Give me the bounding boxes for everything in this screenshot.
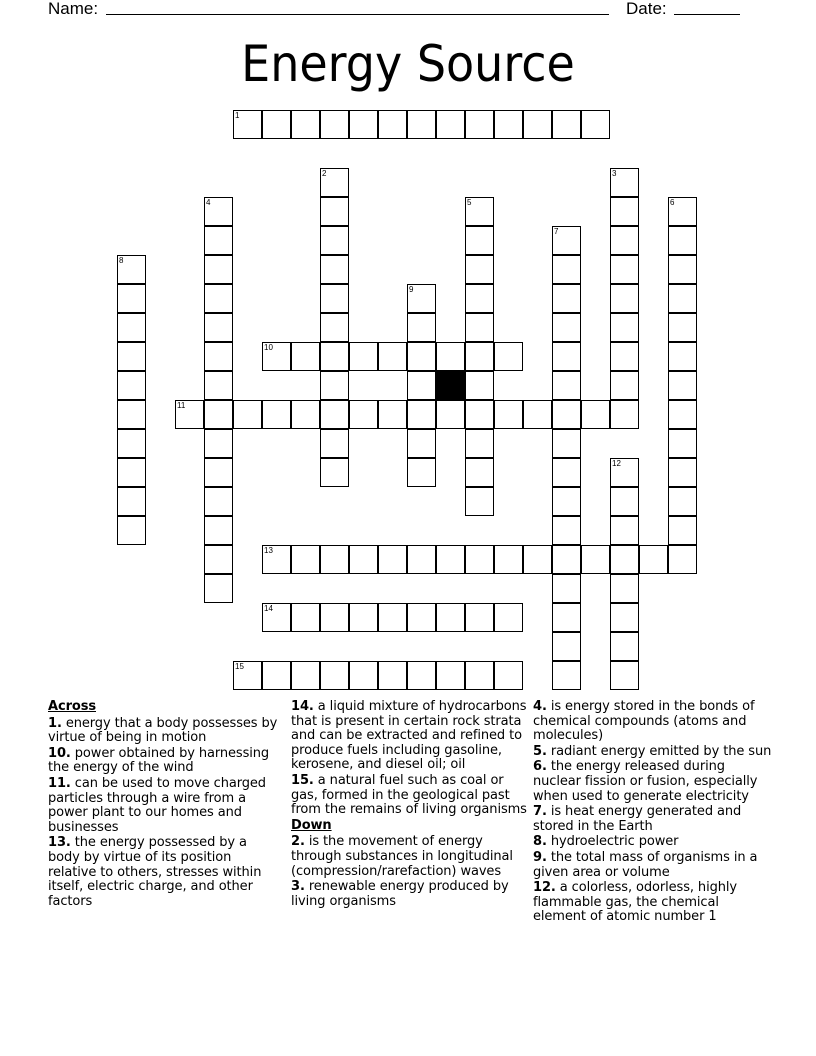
grid-cell[interactable] — [668, 197, 697, 226]
grid-cell[interactable] — [117, 371, 146, 400]
clue-number: 8. — [533, 834, 547, 850]
grid-cell[interactable] — [465, 197, 494, 226]
grid-cell[interactable] — [204, 429, 233, 458]
grid-cell[interactable] — [494, 603, 523, 632]
grid-cell[interactable] — [668, 342, 697, 371]
cell-number: 4 — [206, 198, 211, 207]
grid-cell[interactable] — [320, 168, 349, 197]
grid-cell[interactable] — [552, 371, 581, 400]
grid-cell[interactable] — [349, 545, 378, 574]
grid-cell[interactable] — [668, 284, 697, 313]
grid-cell[interactable] — [610, 545, 639, 574]
grid-cell[interactable] — [610, 168, 639, 197]
grid-cell[interactable] — [407, 313, 436, 342]
cell-number: 3 — [612, 169, 617, 178]
grid-cell[interactable] — [291, 545, 320, 574]
grid-cell[interactable] — [494, 661, 523, 690]
grid-cell[interactable] — [349, 400, 378, 429]
grid-cell[interactable] — [175, 400, 204, 429]
grid-cell[interactable] — [436, 110, 465, 139]
grid-cell[interactable] — [320, 197, 349, 226]
clue-down-2 — [291, 835, 527, 879]
clue-down-6 — [533, 760, 773, 804]
grid-cell[interactable] — [204, 516, 233, 545]
grid-cell[interactable] — [610, 458, 639, 487]
grid-cell[interactable] — [233, 110, 262, 139]
clue-down-7 — [533, 805, 773, 834]
grid-cell[interactable] — [465, 661, 494, 690]
grid-cell[interactable] — [436, 545, 465, 574]
grid-cell[interactable] — [610, 603, 639, 632]
grid-cell[interactable] — [117, 255, 146, 284]
clue-number: 1. — [48, 715, 62, 731]
grid-cell[interactable] — [668, 255, 697, 284]
grid-cell[interactable] — [204, 255, 233, 284]
grid-cell[interactable] — [117, 458, 146, 487]
grid-cell[interactable] — [262, 603, 291, 632]
grid-cell[interactable] — [320, 458, 349, 487]
clue-number: 10. — [48, 745, 71, 761]
clue-number: 15. — [291, 772, 314, 788]
grid-cell[interactable] — [552, 458, 581, 487]
grid-cell[interactable] — [320, 255, 349, 284]
clue-number: 12. — [533, 880, 556, 896]
grid-cell[interactable] — [204, 226, 233, 255]
grid-cell[interactable] — [378, 661, 407, 690]
grid-cell[interactable] — [320, 342, 349, 371]
grid-cell[interactable] — [610, 284, 639, 313]
grid-cell[interactable] — [465, 400, 494, 429]
grid-cell[interactable] — [204, 545, 233, 574]
grid-cell[interactable] — [436, 342, 465, 371]
grid-cell[interactable] — [349, 661, 378, 690]
grid-cell[interactable] — [610, 661, 639, 690]
cell-number: 8 — [119, 256, 124, 265]
grid-cell[interactable] — [668, 545, 697, 574]
grid-cell[interactable] — [523, 545, 552, 574]
cell-number: 9 — [409, 285, 414, 294]
cell-number: 5 — [467, 198, 472, 207]
grid-cell[interactable] — [465, 458, 494, 487]
grid-cell[interactable] — [117, 284, 146, 313]
clue-number: 6. — [533, 759, 547, 775]
clue-text: a liquid mixture of hydrocarbons that is present in certain rock strata and can be extracted and refined to produce fuels including gasoline, kerosene, and diesel oil; oil — [291, 699, 527, 773]
grid-cell[interactable] — [552, 110, 581, 139]
grid-cell[interactable] — [378, 400, 407, 429]
grid-cell[interactable] — [349, 110, 378, 139]
clue-number: 11. — [48, 775, 71, 791]
across-heading: Across — [48, 699, 96, 714]
grid-cell[interactable] — [320, 400, 349, 429]
grid-cell[interactable] — [204, 284, 233, 313]
grid-cell[interactable] — [465, 487, 494, 516]
grid-cell[interactable] — [204, 342, 233, 371]
clue-text: is heat energy generated and stored in the Earth — [533, 804, 742, 834]
grid-cell[interactable] — [320, 226, 349, 255]
clue-down-4 — [533, 700, 773, 744]
grid-cell[interactable] — [610, 371, 639, 400]
grid-cell[interactable] — [523, 400, 552, 429]
clue-text: the energy possessed by a body by virtue of its position relative to others, stresses within itself, electric charge, and other factors — [48, 835, 262, 909]
grid-cell[interactable] — [117, 400, 146, 429]
grid-cell[interactable] — [117, 487, 146, 516]
grid-cell[interactable] — [291, 661, 320, 690]
grid-cell[interactable] — [407, 458, 436, 487]
cell-number: 15 — [235, 662, 244, 671]
clue-number: 4. — [533, 699, 547, 714]
grid-cell[interactable] — [407, 429, 436, 458]
grid-cell[interactable] — [668, 400, 697, 429]
clues-column-3 — [533, 700, 773, 926]
clue-text: hydroelectric power — [550, 834, 679, 850]
grid-cell[interactable] — [262, 661, 291, 690]
clue-text: can be used to move charged particles through a wire from a power plant to our homes and businesses — [48, 775, 266, 835]
grid-cell[interactable] — [552, 226, 581, 255]
clue-across-10 — [48, 747, 280, 776]
grid-cell[interactable] — [407, 400, 436, 429]
grid-cell[interactable] — [552, 603, 581, 632]
grid-cell[interactable] — [552, 487, 581, 516]
clue-text: is the movement of energy through substances in longitudinal (compression/rarefaction) waves — [291, 834, 513, 879]
grid-cell[interactable] — [610, 574, 639, 603]
grid-cell[interactable] — [204, 197, 233, 226]
grid-cell[interactable] — [117, 313, 146, 342]
grid-cell[interactable] — [320, 371, 349, 400]
grid-cell[interactable] — [407, 284, 436, 313]
clue-text: the total mass of organisms in a given area or volume — [533, 849, 758, 880]
grid-cell[interactable] — [465, 545, 494, 574]
grid-cell[interactable] — [262, 545, 291, 574]
grid-cell[interactable] — [610, 255, 639, 284]
cell-number: 6 — [670, 198, 675, 207]
grid-cell[interactable] — [494, 545, 523, 574]
clue-number: 5. — [533, 743, 547, 759]
grid-cell[interactable] — [552, 255, 581, 284]
grid-cell[interactable] — [610, 226, 639, 255]
grid-cell[interactable] — [204, 574, 233, 603]
clue-number: 9. — [533, 849, 547, 865]
cell-number: 7 — [554, 227, 559, 236]
grid-cell[interactable] — [204, 487, 233, 516]
grid-cell[interactable] — [291, 400, 320, 429]
grid-cell[interactable] — [552, 313, 581, 342]
grid-cell[interactable] — [639, 545, 668, 574]
clue-text: a natural fuel such as coal or gas, formed in the geological past from the remains of living organisms — [291, 772, 527, 818]
clue-across-1 — [48, 717, 280, 746]
grid-cell[interactable] — [552, 574, 581, 603]
grid-cell[interactable] — [407, 110, 436, 139]
grid-cell[interactable] — [465, 255, 494, 284]
grid-cell[interactable] — [610, 516, 639, 545]
grid-cell[interactable] — [552, 400, 581, 429]
cell-number: 2 — [322, 169, 327, 178]
grid-cell[interactable] — [378, 545, 407, 574]
clue-text: the energy released during nuclear fission or fusion, especially when used to generate electricity — [533, 759, 758, 804]
clue-down-3 — [291, 880, 527, 909]
grid-cell[interactable] — [436, 661, 465, 690]
grid-cell[interactable] — [465, 284, 494, 313]
cell-number: 12 — [612, 459, 621, 468]
grid-cell[interactable] — [204, 400, 233, 429]
grid-cell[interactable] — [465, 313, 494, 342]
grid-cell[interactable] — [552, 342, 581, 371]
grid-cell[interactable] — [465, 110, 494, 139]
grid-cell[interactable] — [668, 458, 697, 487]
grid-cell[interactable] — [378, 603, 407, 632]
clue-number: 13. — [48, 835, 71, 851]
grid-cell[interactable] — [552, 632, 581, 661]
cell-number: 13 — [264, 546, 273, 555]
grid-cell[interactable] — [552, 661, 581, 690]
clue-across-14 — [291, 700, 527, 773]
grid-cell[interactable] — [668, 516, 697, 545]
grid-cell[interactable] — [465, 226, 494, 255]
clue-text: is energy stored in the bonds of chemical compounds (atoms and molecules) — [533, 699, 755, 744]
grid-cell[interactable] — [610, 487, 639, 516]
grid-cell[interactable] — [117, 342, 146, 371]
grid-cell[interactable] — [668, 226, 697, 255]
grid-cell[interactable] — [320, 313, 349, 342]
grid-cell[interactable] — [494, 400, 523, 429]
clue-text: energy that a body possesses by virtue of being in motion — [48, 715, 278, 746]
puzzle-title: Energy Source — [241, 35, 575, 93]
grid-cell[interactable] — [610, 197, 639, 226]
grid-cell[interactable] — [349, 603, 378, 632]
cell-number: 1 — [235, 111, 240, 120]
grid-cell[interactable] — [320, 284, 349, 313]
grid-cell[interactable] — [233, 661, 262, 690]
grid-cell[interactable] — [320, 603, 349, 632]
clues-column-1 — [48, 700, 280, 910]
grid-cell[interactable] — [378, 342, 407, 371]
grid-cell[interactable] — [233, 400, 262, 429]
grid-cell[interactable] — [581, 545, 610, 574]
grid-cell[interactable] — [407, 661, 436, 690]
grid-cell[interactable] — [552, 284, 581, 313]
clue-across-15 — [291, 774, 527, 818]
grid-cell[interactable] — [262, 400, 291, 429]
name-label: Name: — [48, 0, 99, 18]
grid-cell[interactable] — [668, 487, 697, 516]
clue-text: radiant energy emitted by the sun — [550, 743, 772, 759]
clue-down-8 — [533, 835, 773, 850]
grid-cell[interactable] — [610, 400, 639, 429]
down-heading: Down — [291, 817, 332, 833]
date-label: Date: — [626, 0, 667, 18]
grid-cell[interactable] — [494, 110, 523, 139]
grid-cell[interactable] — [610, 342, 639, 371]
grid-cell[interactable] — [465, 603, 494, 632]
clue-down-12 — [533, 881, 773, 925]
grid-cell[interactable] — [291, 110, 320, 139]
grid-cell[interactable] — [204, 313, 233, 342]
grid-cell[interactable] — [552, 545, 581, 574]
grid-cell[interactable] — [668, 429, 697, 458]
clue-number: 14. — [291, 699, 314, 714]
clue-down-9 — [533, 851, 773, 880]
clue-number: 2. — [291, 834, 305, 850]
grid-cell[interactable] — [465, 371, 494, 400]
grid-cell[interactable] — [465, 342, 494, 371]
clue-text: power obtained by harnessing the energy of the wind — [48, 745, 270, 776]
grid-cell[interactable] — [291, 342, 320, 371]
grid-cell[interactable] — [262, 342, 291, 371]
grid-cell[interactable] — [262, 110, 291, 139]
grid-cell[interactable] — [610, 632, 639, 661]
grid-cell[interactable] — [407, 371, 436, 400]
clues-column-2 — [291, 700, 527, 910]
grid-cell[interactable] — [668, 313, 697, 342]
clue-number: 7. — [533, 804, 547, 820]
grid-cell[interactable] — [581, 110, 610, 139]
clue-down-5 — [533, 745, 773, 760]
grid-cell[interactable] — [523, 110, 552, 139]
grid-cell[interactable] — [378, 110, 407, 139]
grid-cell[interactable] — [407, 342, 436, 371]
cell-number: 14 — [264, 604, 273, 613]
grid-cell[interactable] — [552, 429, 581, 458]
grid-cell[interactable] — [320, 110, 349, 139]
grid-cell[interactable] — [320, 429, 349, 458]
grid-cell[interactable] — [407, 545, 436, 574]
grid-cell[interactable] — [610, 313, 639, 342]
grid-cell[interactable] — [436, 603, 465, 632]
grid-cell[interactable] — [494, 342, 523, 371]
grid-cell[interactable] — [291, 603, 320, 632]
grid-cell[interactable] — [204, 458, 233, 487]
grid-cell[interactable] — [407, 603, 436, 632]
grid-cell[interactable] — [117, 516, 146, 545]
grid-cell[interactable] — [581, 400, 610, 429]
grid-cell[interactable] — [349, 342, 378, 371]
grid-cell[interactable] — [465, 429, 494, 458]
clue-across-13 — [48, 836, 280, 909]
clue-across-11 — [48, 777, 280, 835]
grid-cell[interactable] — [117, 429, 146, 458]
clue-text: renewable energy produced by living organisms — [291, 879, 509, 909]
grid-block — [436, 371, 465, 400]
clue-text: a colorless, odorless, highly flammable gas, the chemical element of atomic number 1 — [533, 880, 737, 925]
grid-cell[interactable] — [552, 516, 581, 545]
clue-number: 3. — [291, 879, 305, 895]
grid-cell[interactable] — [320, 661, 349, 690]
cell-number: 11 — [177, 401, 186, 410]
grid-cell[interactable] — [204, 371, 233, 400]
grid-cell[interactable] — [436, 400, 465, 429]
grid-cell[interactable] — [668, 371, 697, 400]
grid-cell[interactable] — [320, 545, 349, 574]
cell-number: 10 — [264, 343, 273, 352]
